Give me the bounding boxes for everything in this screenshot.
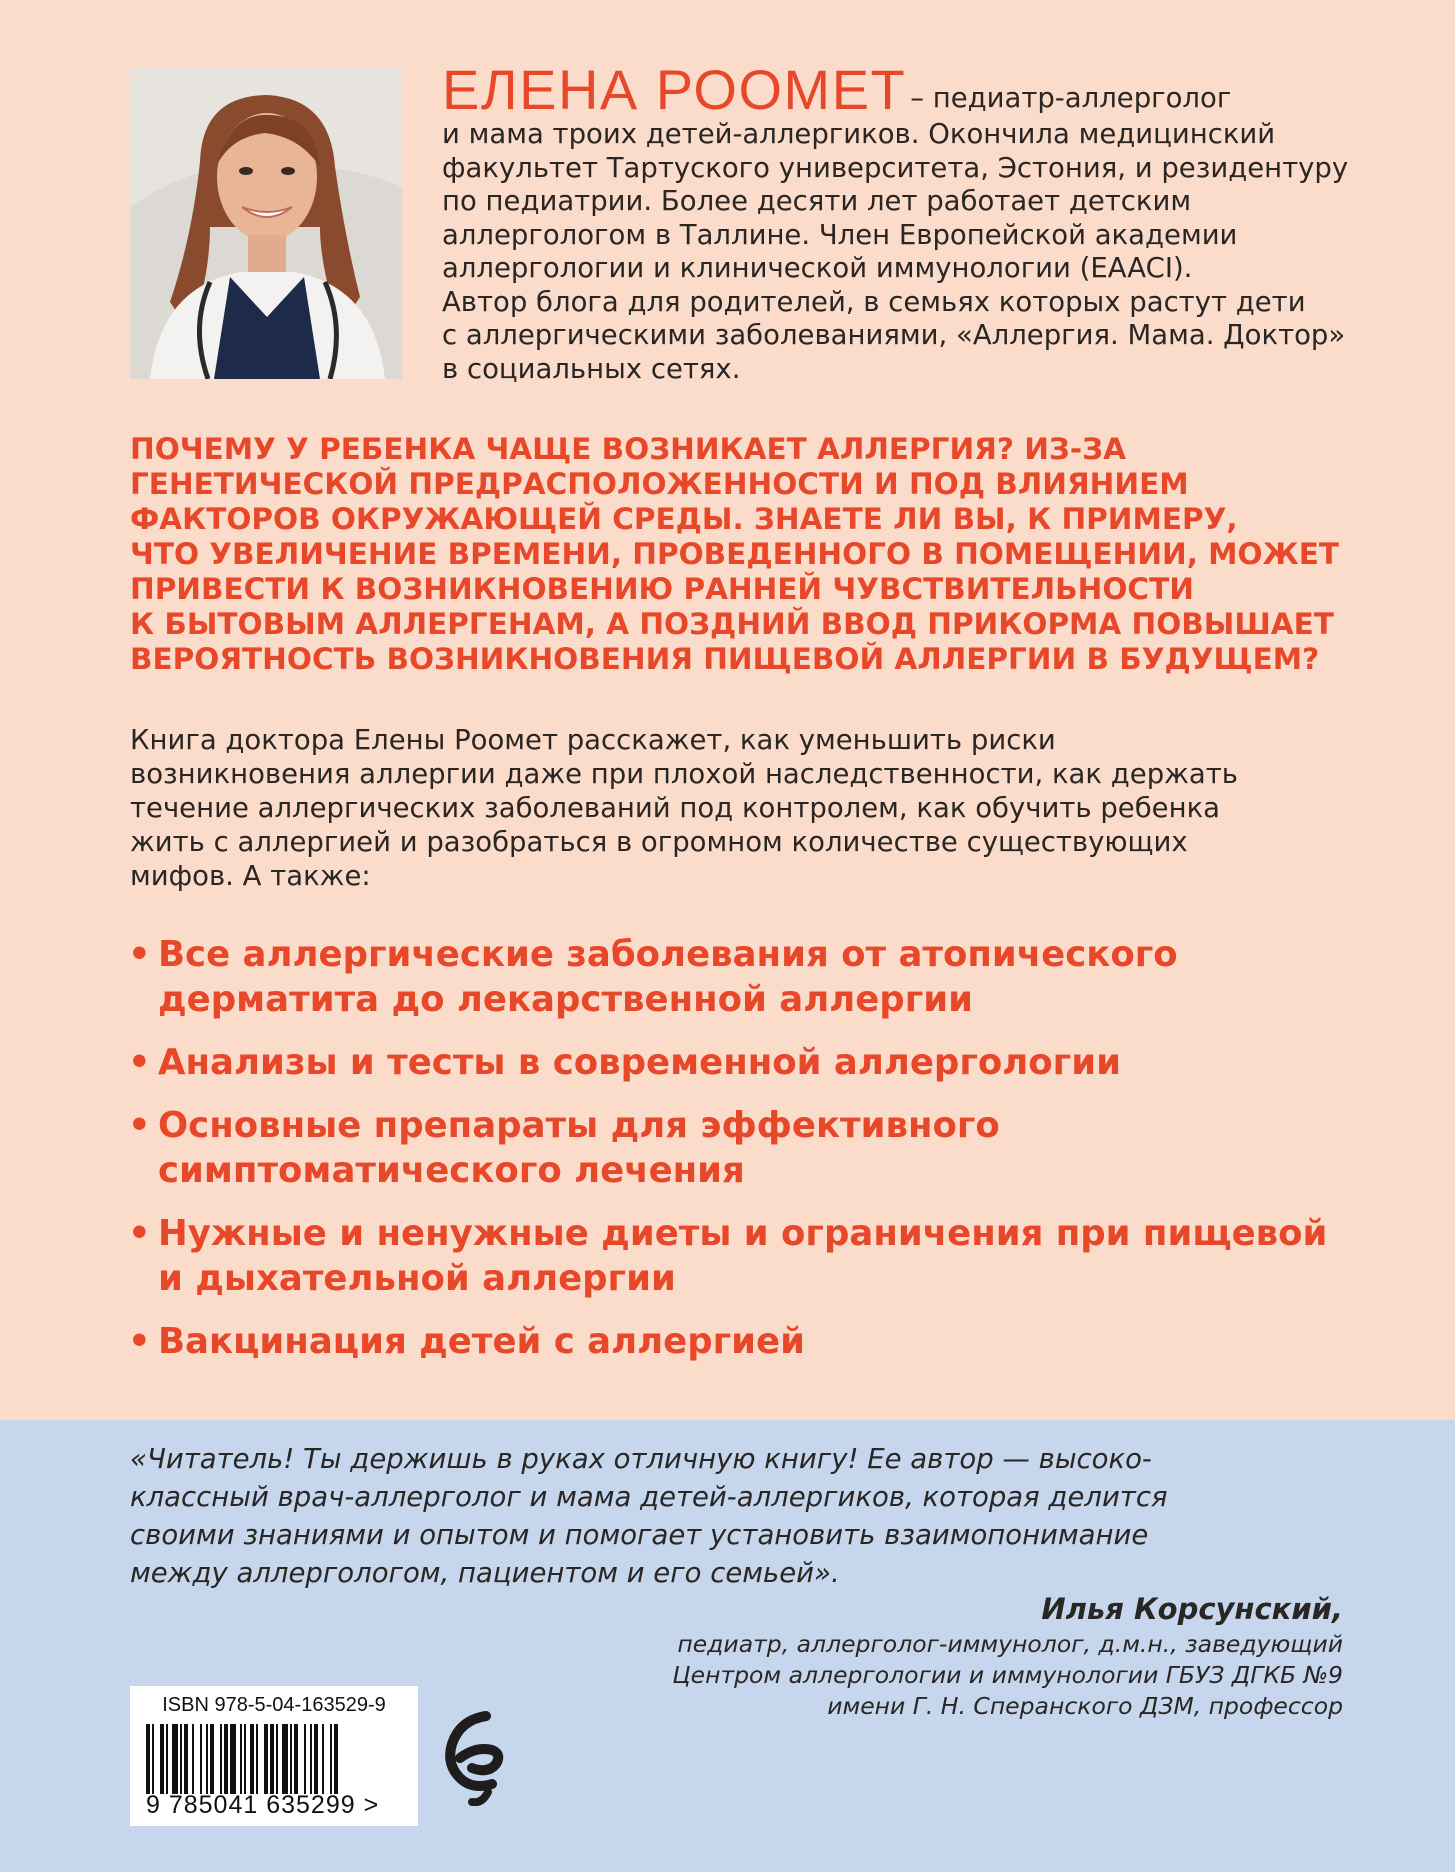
quote-line: между аллергологом, пациентом и его семьей». bbox=[130, 1557, 840, 1589]
barcode-bar bbox=[146, 1724, 150, 1794]
intro-line: Книга доктора Елены Роомет расскажет, как уменьшить риски bbox=[130, 724, 1056, 756]
bio-line: с аллергическими заболеваниями, «Аллергия. Мама. Доктор» bbox=[442, 319, 1346, 351]
barcode-bar bbox=[240, 1724, 242, 1794]
feature-text bbox=[158, 1040, 1121, 1085]
quote-line: классный врач-аллерголог и мама детей-аллергиков, которая делится bbox=[130, 1481, 1168, 1513]
barcode-bar bbox=[264, 1724, 268, 1794]
feature-line: Основные препараты для эффективного bbox=[158, 1105, 1000, 1146]
barcode-bar bbox=[224, 1724, 228, 1794]
lead-line: ПРИВЕСТИ К ВОЗНИКНОВЕНИЮ РАННЕЙ ЧУВСТВИТЕЛЬНОСТИ bbox=[130, 572, 1194, 606]
intro-paragraph bbox=[130, 723, 1370, 893]
barcode-bar bbox=[276, 1724, 278, 1794]
feature-text bbox=[158, 1211, 1327, 1301]
bio-line: по педиатрии. Более десяти лет работает детским bbox=[442, 185, 1192, 217]
isbn-barcode bbox=[130, 1686, 418, 1826]
lead-line: ПОЧЕМУ У РЕБЕНКА ЧАЩЕ ВОЗНИКАЕТ АЛЛЕРГИЯ? ИЗ-ЗА bbox=[130, 432, 1126, 466]
reviewer-role-line: Центром аллергологии и иммунологии ГБУЗ ДГКБ №9 bbox=[672, 1661, 1343, 1689]
feature-line: и дыхательной аллергии bbox=[158, 1258, 676, 1299]
barcode-bar bbox=[184, 1724, 188, 1794]
bio-line: аллергологом в Таллине. Член Европейской академии bbox=[442, 218, 1238, 251]
quote-line: «Читатель! Ты держишь в руках отличную книгу! Ее автор — высоко- bbox=[130, 1443, 1152, 1475]
bio-line: факультет Тартуского университета, Эстония, и резидентуру bbox=[442, 151, 1349, 184]
bullet-icon: • bbox=[128, 934, 151, 975]
feature-list bbox=[128, 932, 1368, 1382]
bullet-icon: • bbox=[128, 1105, 151, 1146]
barcode-bar bbox=[200, 1724, 202, 1794]
barcode-bar bbox=[192, 1724, 194, 1794]
bio-line: Автор блога для родителей, в семьях которых растут дети bbox=[442, 285, 1306, 318]
bio-line: аллергологии и клинической иммунологии (EAACI). bbox=[442, 252, 1193, 284]
barcode-bar bbox=[310, 1724, 312, 1794]
barcode-bar bbox=[180, 1724, 182, 1794]
reviewer-name: Илья Корсунский, bbox=[1041, 1592, 1343, 1626]
feature-text bbox=[158, 1319, 805, 1364]
feature-item bbox=[128, 1103, 1368, 1193]
barcode-bar bbox=[294, 1724, 298, 1794]
reviewer-role-line: педиатр, аллерголог-иммунолог, д.м.н., заведующий bbox=[677, 1630, 1343, 1658]
bullet-icon: • bbox=[128, 1042, 151, 1083]
intro-line: течение аллергических заболеваний под контролем, как обучить ребенка bbox=[130, 792, 1221, 824]
feature-item bbox=[128, 1040, 1368, 1085]
barcode-bar bbox=[322, 1724, 324, 1794]
author-name: ЕЛЕНА РООМЕТ bbox=[442, 58, 907, 121]
barcode-digits: 9 785041 635299 > bbox=[146, 1791, 380, 1819]
author-photo bbox=[130, 67, 402, 379]
quote-line: своими знаниями и опытом и помогает установить взаимопонимание bbox=[130, 1519, 1149, 1551]
barcode-bar bbox=[314, 1724, 318, 1794]
feature-line: Нужные и ненужные диеты и ограничения при пищевой bbox=[158, 1213, 1328, 1254]
barcode-bar bbox=[206, 1724, 208, 1794]
feature-text bbox=[158, 1103, 1000, 1193]
feature-item bbox=[128, 932, 1368, 1022]
lead-line: ВЕРОЯТНОСТЬ ВОЗНИКНОВЕНИЯ ПИЩЕВОЙ АЛЛЕРГИИ В БУДУЩЕМ? bbox=[130, 642, 1320, 676]
barcode-bar bbox=[230, 1724, 236, 1794]
intro-line: жить с аллергией и разобраться в огромном количестве существующих bbox=[130, 826, 1188, 858]
lead-line: ЧТО УВЕЛИЧЕНИЕ ВРЕМЕНИ, ПРОВЕДЕННОГО В ПОМЕЩЕНИИ, МОЖЕТ bbox=[130, 537, 1339, 571]
bio-line: и мама троих детей-аллергиков. Окончила медицинский bbox=[442, 118, 1276, 150]
barcode-bar bbox=[244, 1724, 246, 1794]
barcode-bar bbox=[334, 1724, 338, 1794]
barcode-bar bbox=[250, 1724, 254, 1794]
intro-line: возникновения аллергии даже при плохой наследственности, как держать bbox=[130, 758, 1239, 790]
feature-line: Анализы и тесты в современной аллергологии bbox=[158, 1042, 1121, 1083]
feature-text bbox=[158, 932, 1178, 1022]
feature-line: Все аллергические заболевания от атопического bbox=[158, 934, 1178, 975]
bullet-icon: • bbox=[128, 1213, 151, 1254]
barcode-bar bbox=[330, 1724, 332, 1794]
review-quote bbox=[130, 1440, 1355, 1592]
barcode-bar bbox=[220, 1724, 222, 1794]
reviewer-signature bbox=[672, 1589, 1343, 1722]
reviewer-role-line: имени Г. Н. Сперанского ДЗМ, профессор bbox=[827, 1692, 1343, 1720]
barcode-bar bbox=[160, 1724, 164, 1794]
feature-line: Вакцинация детей с аллергией bbox=[158, 1321, 805, 1362]
feature-line: дерматита до лекарственной аллергии bbox=[158, 979, 974, 1020]
lead-line: ФАКТОРОВ ОКРУЖАЮЩЕЙ СРЕДЫ. ЗНАЕТЕ ЛИ ВЫ, К ПРИМЕРУ, bbox=[130, 502, 1238, 536]
barcode-bar bbox=[210, 1724, 214, 1794]
feature-item bbox=[128, 1211, 1368, 1301]
bio-line: в социальных сетях. bbox=[442, 352, 741, 385]
barcode-bar bbox=[152, 1724, 154, 1794]
bio-line: – педиатр-аллерголог bbox=[910, 81, 1232, 114]
isbn-label: ISBN 978-5-04-163529-9 bbox=[162, 1694, 386, 1716]
intro-line: мифов. А также: bbox=[130, 860, 371, 892]
publisher-logo-icon bbox=[442, 1706, 506, 1810]
author-bio bbox=[442, 60, 1372, 386]
barcode-bar bbox=[256, 1724, 258, 1794]
bio-first-line bbox=[442, 58, 1372, 121]
bullet-icon: • bbox=[128, 1321, 151, 1362]
barcode-bar bbox=[304, 1724, 306, 1794]
lead-line: ГЕНЕТИЧЕСКОЙ ПРЕДРАСПОЛОЖЕННОСТИ И ПОД ВЛИЯНИЕМ bbox=[130, 467, 1189, 501]
barcode-bar bbox=[270, 1724, 274, 1794]
barcode-bar bbox=[172, 1724, 178, 1794]
barcode-bar bbox=[166, 1724, 168, 1794]
barcode-bars bbox=[140, 1724, 408, 1794]
lead-paragraph bbox=[130, 432, 1370, 677]
barcode-bar bbox=[282, 1724, 288, 1794]
feature-line: симптоматического лечения bbox=[158, 1150, 745, 1191]
barcode-bar bbox=[290, 1724, 292, 1794]
feature-item bbox=[128, 1319, 1368, 1364]
lead-line: К БЫТОВЫМ АЛЛЕРГЕНАМ, А ПОЗДНИЙ ВВОД ПРИКОРМА ПОВЫШАЕТ bbox=[130, 607, 1334, 641]
